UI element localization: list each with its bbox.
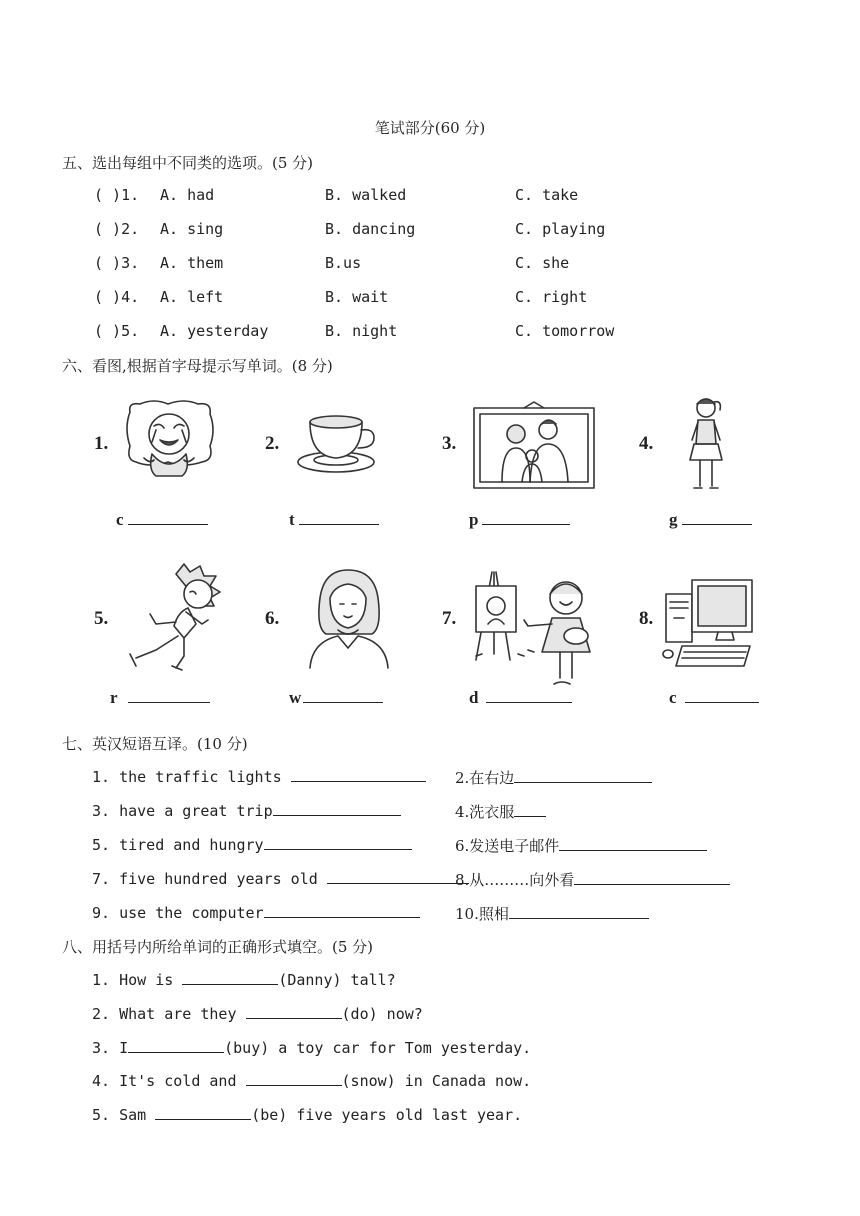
s7-phrase-2 [455, 767, 652, 788]
s7-phrase-8 [455, 869, 730, 890]
s5-item1-num: ( )1. [94, 186, 140, 204]
answer-blank-3[interactable] [469, 510, 570, 530]
answer-blank-4[interactable] [669, 510, 752, 530]
s8-item-2-prefix: 2. What are they [92, 1005, 246, 1023]
hint-letter-5: r [110, 688, 118, 707]
s7-blank-9[interactable] [264, 903, 420, 918]
s8-blank-5[interactable] [155, 1105, 251, 1120]
s7-phrase-7 [92, 869, 469, 888]
s5-item3-option-b: B.us [325, 254, 362, 272]
s5-item2-option-a: A. sing [160, 220, 224, 238]
s8-item-5-prefix: 5. Sam [92, 1106, 156, 1124]
s5-item1-option-c: C. take [515, 186, 579, 204]
s7-phrase-10-text: 10.照相 [455, 905, 509, 923]
s7-blank-10[interactable] [509, 904, 649, 919]
section7-heading: 七、英汉短语互译。(10 分) [62, 735, 248, 753]
s5-item3-option-c: C. she [515, 254, 570, 272]
picture-number-5: 5. [94, 608, 109, 629]
s8-item-5-suffix: (be) five years old last year. [251, 1106, 523, 1124]
section5-heading: 五、选出每组中不同类的选项。(5 分) [62, 154, 314, 172]
s7-phrase-3 [92, 801, 401, 820]
s8-blank-3[interactable] [128, 1038, 224, 1053]
hint-letter-3: p [469, 510, 479, 529]
s7-blank-3[interactable] [273, 801, 401, 816]
s5-item1-option-a: A. had [160, 186, 215, 204]
picture-number-2: 2. [265, 433, 280, 454]
hint-letter-2: t [289, 510, 295, 529]
s7-phrase-10 [455, 903, 649, 924]
s7-phrase-7-text: 7. five hundred years old [92, 870, 318, 888]
girl-icon [684, 394, 728, 494]
answer-blank-8[interactable] [669, 688, 759, 708]
s7-blank-6[interactable] [559, 836, 707, 851]
s5-item3-option-a: A. them [160, 254, 224, 272]
s8-item-4-prefix: 4. It's cold and [92, 1072, 246, 1090]
s5-item4-num: ( )4. [94, 288, 140, 306]
s7-phrase-9-text: 9. use the computer [92, 904, 264, 922]
crying-baby-icon [124, 398, 216, 480]
s7-phrase-5 [92, 835, 412, 854]
s5-item4-option-c: C. right [515, 288, 588, 306]
hint-letter-4: g [669, 510, 678, 529]
family-photo-icon [472, 402, 596, 490]
picture-number-8: 8. [639, 608, 654, 629]
picture-number-4: 4. [639, 433, 654, 454]
s5-item2-option-c: C. playing [515, 220, 606, 238]
s7-phrase-4-text: 4.洗衣服 [455, 803, 515, 821]
drawing-girl-icon [466, 568, 600, 692]
s7-blank-8[interactable] [574, 870, 730, 885]
section8-heading: 八、用括号内所给单词的正确形式填空。(5 分) [62, 938, 374, 956]
s8-item-3-prefix: 3. I [92, 1039, 129, 1057]
answer-blank-6[interactable] [289, 688, 383, 708]
s5-item5-option-c: C. tomorrow [515, 322, 615, 340]
picture-number-7: 7. [442, 608, 457, 629]
s5-item1-option-b: B. walked [325, 186, 407, 204]
s8-blank-4[interactable] [246, 1071, 342, 1086]
picture-number-6: 6. [265, 608, 280, 629]
s7-blank-7[interactable] [327, 869, 469, 884]
s5-item5-option-a: A. yesterday [160, 322, 269, 340]
s7-phrase-6-text: 6.发送电子邮件 [455, 837, 560, 855]
answer-blank-7[interactable] [469, 688, 572, 708]
hint-letter-6: w [289, 688, 302, 707]
s7-blank-4[interactable] [514, 802, 546, 817]
s8-item-1-prefix: 1. How is [92, 971, 183, 989]
running-boy-icon [126, 562, 226, 674]
s5-item5-option-b: B. night [325, 322, 398, 340]
hint-letter-8: c [669, 688, 677, 707]
s8-blank-1[interactable] [182, 970, 278, 985]
s5-item5-num: ( )5. [94, 322, 140, 340]
answer-blank-2[interactable] [289, 510, 379, 530]
s5-item4-option-b: B. wait [325, 288, 389, 306]
s8-item-2-suffix: (do) now? [341, 1005, 423, 1023]
s8-item-1 [92, 970, 396, 989]
s7-phrase-1-text: 1. the traffic lights [92, 768, 282, 786]
s8-item-3 [92, 1038, 531, 1057]
s7-phrase-9 [92, 903, 420, 922]
s7-phrase-8-text: 8.从………向外看 [455, 871, 575, 889]
section6-heading: 六、看图,根据首字母提示写单词。(8 分) [62, 357, 333, 375]
s8-item-4 [92, 1071, 531, 1090]
answer-blank-1[interactable] [116, 510, 208, 530]
s8-item-5 [92, 1105, 522, 1124]
teacup-icon [296, 414, 380, 476]
page-title: 笔试部分(60 分) [374, 119, 486, 137]
s5-item4-option-a: A. left [160, 288, 224, 306]
picture-number-3: 3. [442, 433, 457, 454]
hint-letter-7: d [469, 688, 479, 707]
s8-item-1-suffix: (Danny) tall? [278, 971, 396, 989]
s7-phrase-3-text: 3. have a great trip [92, 802, 273, 820]
s8-blank-2[interactable] [246, 1004, 342, 1019]
computer-icon [662, 578, 756, 668]
s5-item2-option-b: B. dancing [325, 220, 416, 238]
s5-item2-num: ( )2. [94, 220, 140, 238]
hint-letter-1: c [116, 510, 124, 529]
s7-blank-5[interactable] [264, 835, 412, 850]
s5-item3-num: ( )3. [94, 254, 140, 272]
s7-phrase-5-text: 5. tired and hungry [92, 836, 264, 854]
answer-blank-5[interactable] [110, 688, 210, 708]
s7-phrase-1 [92, 767, 426, 786]
s7-blank-2[interactable] [514, 768, 652, 783]
s8-item-2 [92, 1004, 423, 1023]
picture-number-1: 1. [94, 433, 109, 454]
s8-item-4-suffix: (snow) in Canada now. [341, 1072, 532, 1090]
s7-phrase-4 [455, 801, 546, 822]
s8-item-3-suffix: (buy) a toy car for Tom yesterday. [224, 1039, 532, 1057]
woman-icon [308, 568, 390, 668]
s7-phrase-6 [455, 835, 707, 856]
s7-blank-1[interactable] [291, 767, 426, 782]
s7-phrase-2-text: 2.在右边 [455, 769, 515, 787]
